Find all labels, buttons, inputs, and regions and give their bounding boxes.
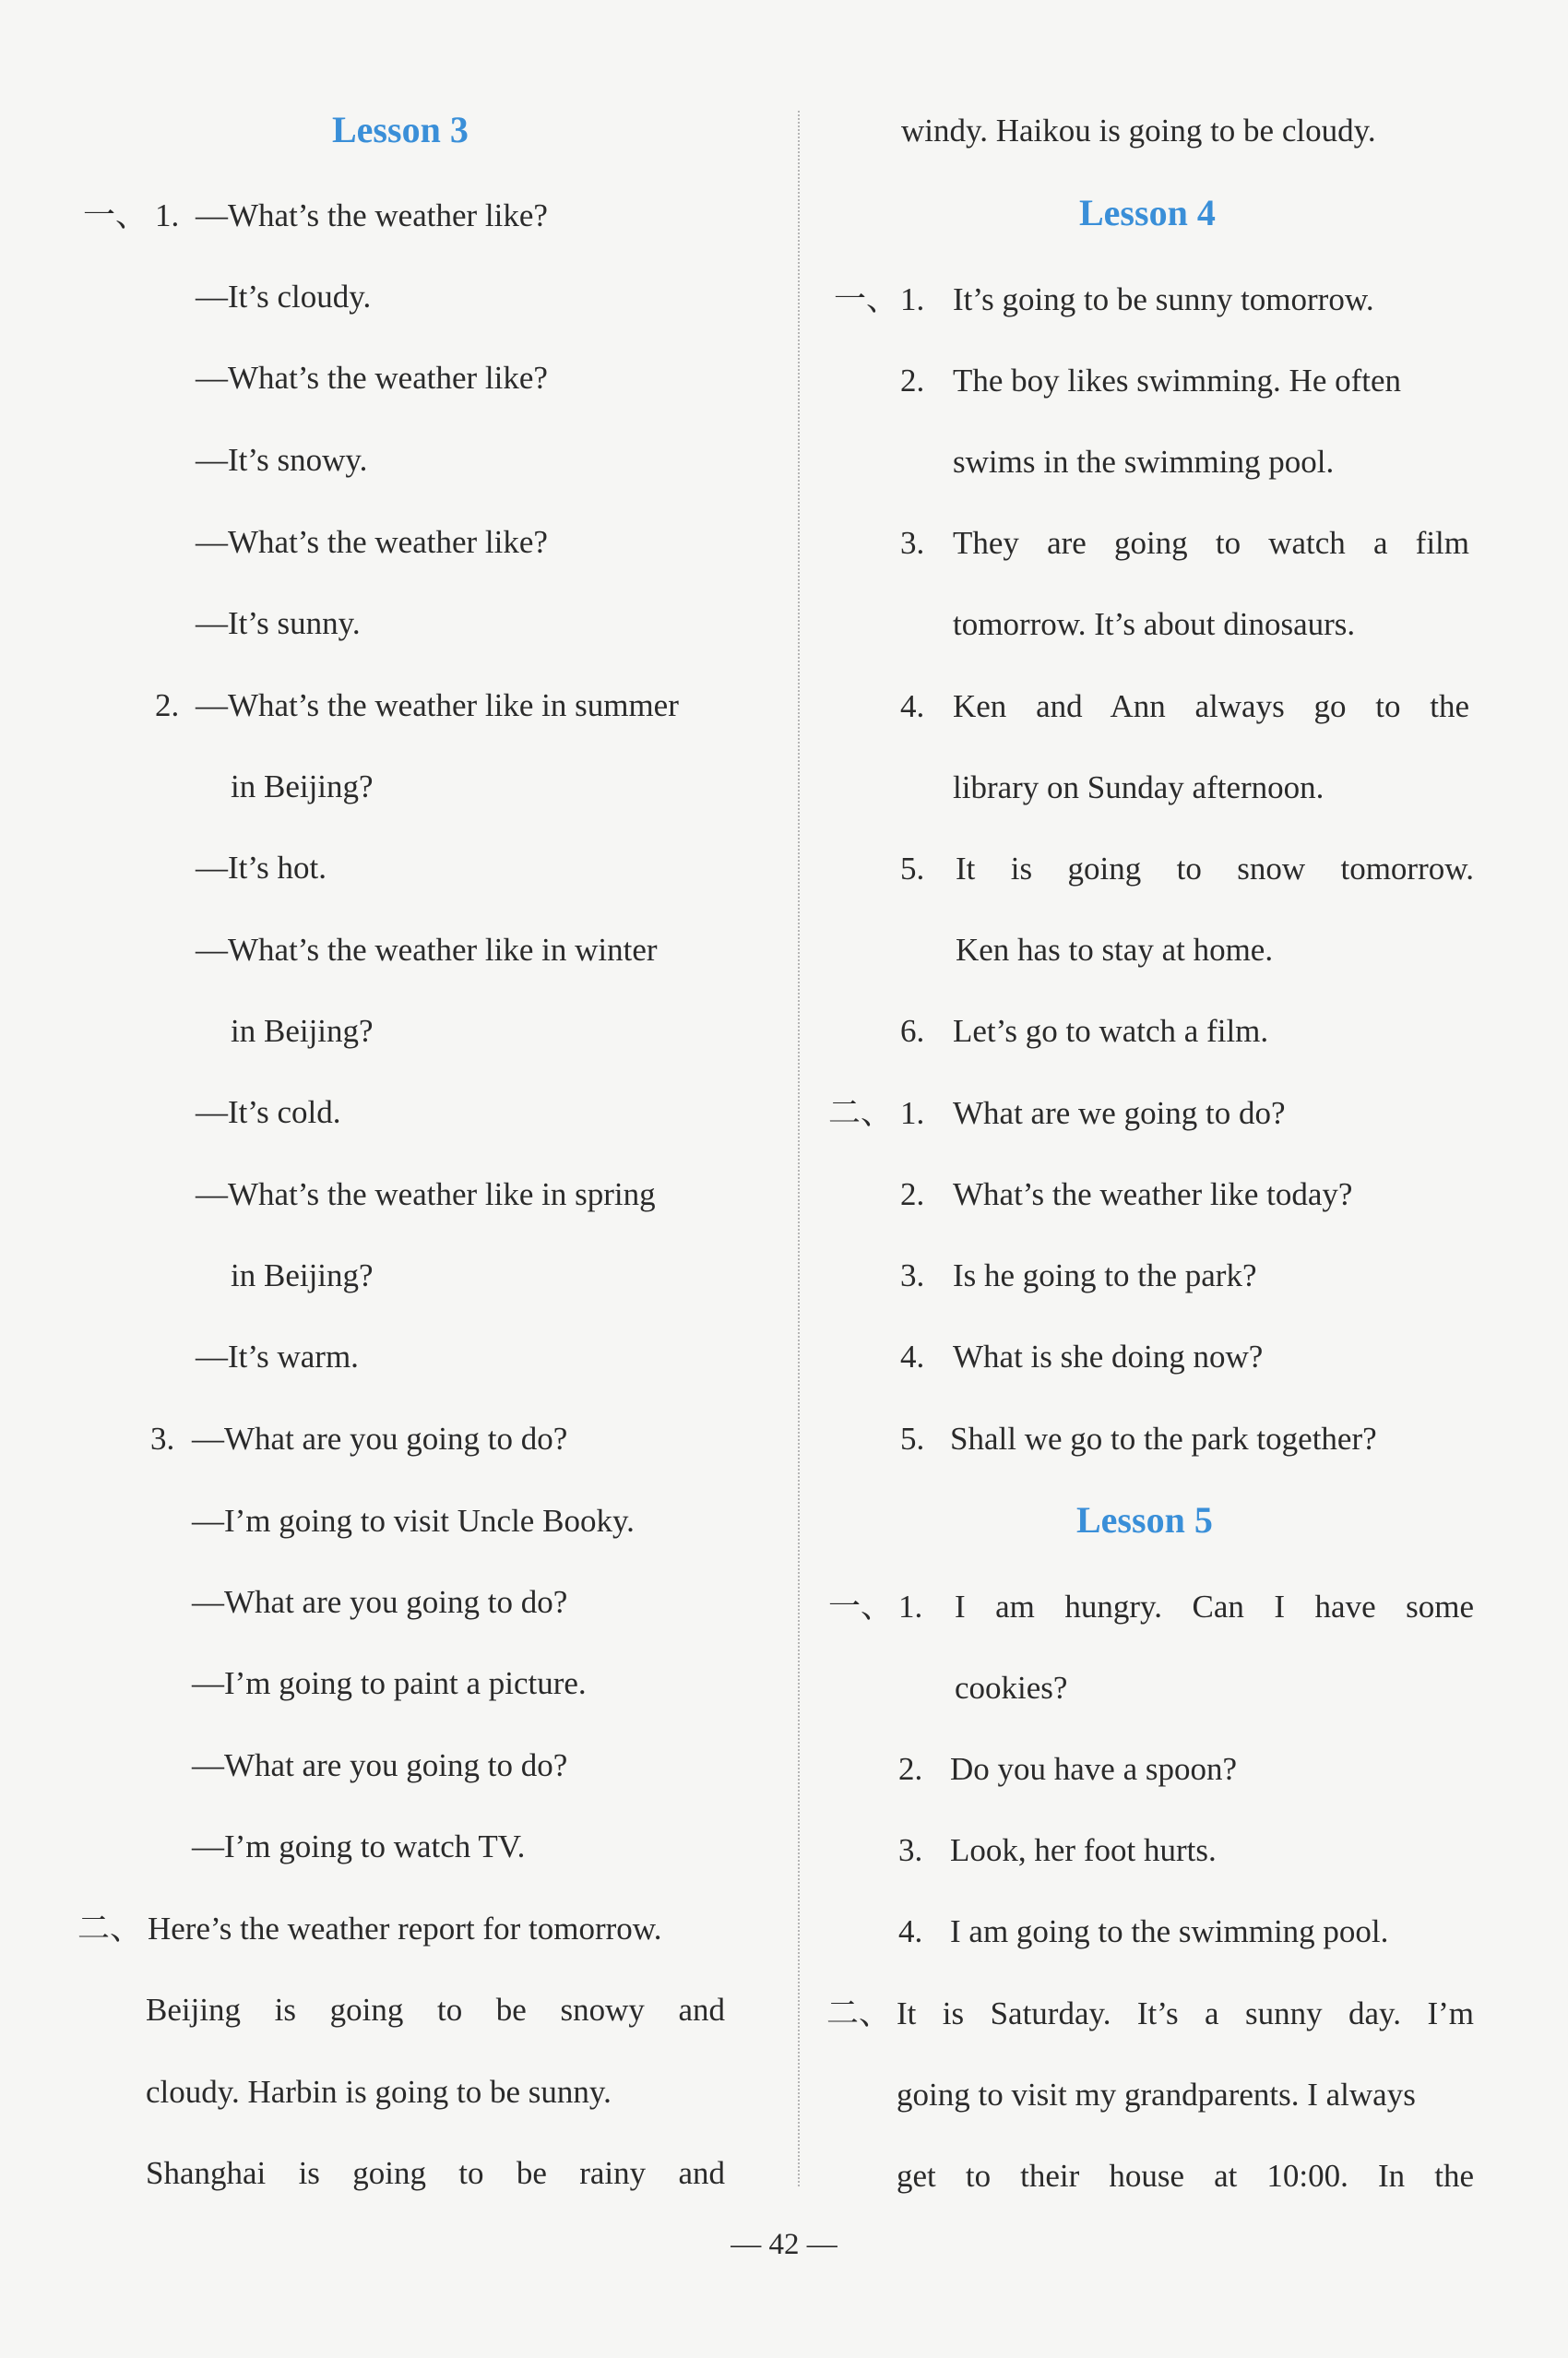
answer-line: —I’m going to paint a picture. bbox=[192, 1665, 587, 1701]
lesson-5-title: Lesson 5 bbox=[1076, 1499, 1213, 1541]
answer-line: in Beijing? bbox=[231, 768, 374, 804]
section-marker-2: 二、 bbox=[826, 1995, 892, 2031]
answer-line: What are we going to do? bbox=[953, 1095, 1286, 1131]
answer-line: —I’m going to watch TV. bbox=[192, 1828, 526, 1864]
item-number: 3. bbox=[900, 525, 925, 561]
answer-line: Is he going to the park? bbox=[953, 1257, 1257, 1293]
answer-line: —What are you going to do? bbox=[192, 1747, 568, 1783]
answer-text: I am hungry. Can I have some bbox=[955, 1589, 1474, 1625]
paragraph-text: It is Saturday. It’s a sunny day. I’m bbox=[897, 1995, 1474, 2031]
answer-line: —What are you going to do? bbox=[192, 1421, 568, 1457]
answer-line: in Beijing? bbox=[231, 1257, 374, 1293]
item-number: 2. bbox=[155, 687, 180, 723]
page-number: — 42 — bbox=[731, 2228, 837, 2261]
answer-line: —What are you going to do? bbox=[192, 1584, 568, 1620]
answer-line: —It’s sunny. bbox=[196, 605, 361, 641]
answer-line bbox=[955, 1587, 1474, 1627]
answer-line: —What’s the weather like in summer bbox=[196, 687, 679, 723]
answer-text: It is going to snow tomorrow. bbox=[956, 851, 1474, 887]
item-number: 2. bbox=[898, 1751, 923, 1787]
item-number: 5. bbox=[900, 1421, 925, 1457]
answer-text: Ken and Ann always go to the bbox=[953, 688, 1469, 724]
paragraph-line: Here’s the weather report for tomorrow. bbox=[148, 1911, 662, 1947]
answer-line: tomorrow. It’s about dinosaurs. bbox=[953, 606, 1356, 642]
answer-line: What is she doing now? bbox=[953, 1339, 1264, 1375]
paragraph-line: going to visit my grandparents. I always bbox=[897, 2077, 1416, 2113]
answer-line: It’s going to be sunny tomorrow. bbox=[953, 281, 1374, 317]
section-marker-1: 一、 bbox=[83, 197, 148, 233]
lesson-4-title: Lesson 4 bbox=[1079, 192, 1216, 233]
item-number: 1. bbox=[155, 197, 180, 233]
answer-line: —I’m going to visit Uncle Booky. bbox=[192, 1503, 635, 1539]
item-number: 1. bbox=[900, 281, 925, 317]
answer-line: —What’s the weather like in spring bbox=[196, 1176, 656, 1212]
answer-line: Let’s go to watch a film. bbox=[953, 1013, 1269, 1049]
item-number: 4. bbox=[900, 688, 925, 724]
answer-line bbox=[953, 686, 1469, 727]
paragraph-line bbox=[897, 2156, 1474, 2197]
answer-text: They are going to watch a film bbox=[953, 525, 1469, 561]
answer-line: I am going to the swimming pool. bbox=[950, 1913, 1389, 1949]
item-number: 4. bbox=[900, 1339, 925, 1375]
item-number: 3. bbox=[150, 1421, 175, 1457]
item-number: 3. bbox=[898, 1832, 923, 1868]
item-number: 5. bbox=[900, 851, 925, 887]
paragraph-text: Shanghai is going to be rainy and bbox=[146, 2155, 725, 2191]
section-marker-1: 一、 bbox=[834, 281, 899, 317]
paragraph-line bbox=[146, 1990, 725, 2030]
answer-line: —It’s cold. bbox=[196, 1094, 341, 1130]
answer-line: What’s the weather like today? bbox=[953, 1176, 1353, 1212]
paragraph-line: windy. Haikou is going to be cloudy. bbox=[901, 113, 1376, 149]
answer-line: in Beijing? bbox=[231, 1013, 374, 1049]
paragraph-line: cloudy. Harbin is going to be sunny. bbox=[146, 2074, 612, 2110]
paragraph-line bbox=[897, 1994, 1474, 2034]
answer-line: —What’s the weather like in winter bbox=[196, 932, 658, 968]
paragraph-text: Beijing is going to be snowy and bbox=[146, 1992, 725, 2028]
section-marker-2: 二、 bbox=[77, 1911, 143, 1947]
answer-line: The boy likes swimming. He often bbox=[953, 363, 1402, 399]
paragraph-line bbox=[146, 2153, 725, 2194]
answer-line: —It’s warm. bbox=[196, 1339, 359, 1375]
item-number: 3. bbox=[900, 1257, 925, 1293]
answer-line bbox=[956, 849, 1474, 889]
answer-line bbox=[953, 523, 1469, 564]
item-number: 1. bbox=[898, 1589, 923, 1625]
answer-line: library on Sunday afternoon. bbox=[953, 769, 1324, 805]
answer-line: Ken has to stay at home. bbox=[956, 932, 1274, 968]
item-number: 2. bbox=[900, 363, 925, 399]
answer-line: —It’s snowy. bbox=[196, 442, 368, 478]
answer-line: swims in the swimming pool. bbox=[953, 444, 1335, 480]
answer-line: —What’s the weather like? bbox=[196, 197, 548, 233]
section-marker-2: 二、 bbox=[828, 1095, 894, 1131]
answer-line: —It’s cloudy. bbox=[196, 279, 372, 315]
answer-line: —What’s the weather like? bbox=[196, 524, 548, 560]
answer-line: Shall we go to the park together? bbox=[950, 1421, 1377, 1457]
answer-line: cookies? bbox=[955, 1670, 1068, 1706]
answer-line: Look, her foot hurts. bbox=[950, 1832, 1217, 1868]
item-number: 4. bbox=[898, 1913, 923, 1949]
answer-line: —What’s the weather like? bbox=[196, 360, 548, 396]
answer-line: Do you have a spoon? bbox=[950, 1751, 1238, 1787]
paragraph-text: get to their house at 10:00. In the bbox=[897, 2158, 1474, 2194]
answer-line: —It’s hot. bbox=[196, 850, 327, 886]
column-divider bbox=[798, 111, 800, 2186]
item-number: 1. bbox=[900, 1095, 925, 1131]
section-marker-1: 一、 bbox=[828, 1589, 894, 1625]
lesson-3-title: Lesson 3 bbox=[332, 109, 469, 150]
item-number: 2. bbox=[900, 1176, 925, 1212]
item-number: 6. bbox=[900, 1013, 925, 1049]
